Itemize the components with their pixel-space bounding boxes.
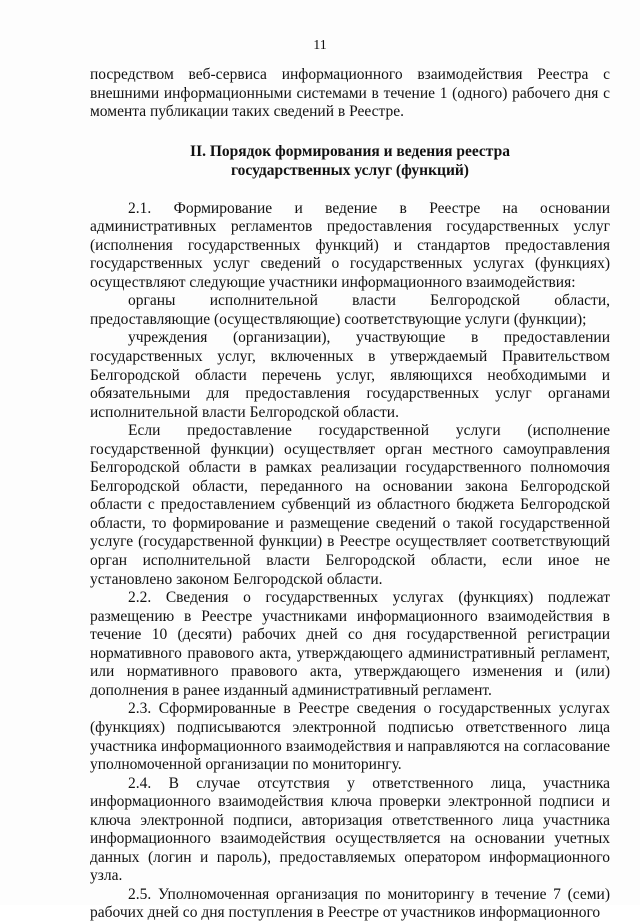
section-title (90, 142, 610, 180)
intro-paragraph: посредством веб-сервиса информационного взаимодействия Реестра с внешними информационными системами в течение 1 (одного) рабочего дня с момента публикации таких сведений в Реестре. (90, 66, 610, 121)
document-body (90, 66, 610, 923)
section-title-line-2: государственных услуг (функций) (231, 161, 469, 179)
paragraph-2-4: 2.4. В случае отсутствия у ответственного лица, участника информационного взаимодействия ключа проверки электронной подписи и ключа электронной подписи, авторизация ответственного лица участника информационного взаимодействия осуществляется на основании учетных данных (логин и пароль), предоставляемых оператором информационного узла. (90, 774, 610, 885)
page-number: 11 (313, 38, 327, 53)
paragraph-local-government: Если предоставление государственной услуги (исполнение государственной функции) осуществляет орган местного самоуправления Белгородской области в рамках реализации государственного полномочия Белгородской области, переданного на основании закона Белгородской области с предоставлением субвенций из областного бюджета Белгородской области, то формирование и размещение сведений о такой государственной услуге (государственной функции) в Реестре осуществляет соответствующий орган исполнительной власти Белгородской области, если иное не установлено законом Белгородской области. (90, 422, 610, 588)
paragraph-2-5: 2.5. Уполномоченная организация по мониторингу в течение 7 (семи) рабочих дней со дня поступления в Реестре от участников информационного (90, 885, 610, 922)
paragraph-2-1: 2.1. Формирование и ведение в Реестре на основании административных регламентов предоставления государственных услуг (исполнения государственных функций) и стандартов предоставления государственных услуг сведений о государственных услугах (функциях) осуществляют следующие участники информационного взаимодействия: (90, 199, 610, 291)
paragraph-2-2: 2.2. Сведения о государственных услугах (функциях) подлежат размещению в Реестре участниками информационного взаимодействия в течение 10 (десяти) рабочих дней со дня государственной регистрации нормативного правового акта, утверждающего административный регламент, или нормативного правового акта, утверждающего изменения и (или) дополнения в ранее изданный административный регламент. (90, 589, 610, 699)
paragraph-institutions: учреждения (организации), участвующие в предоставлении государственных услуг, включенных в утверждаемый Правительством Белгородской области перечень услуг, являющихся необходимыми и обязательными для предоставления государственных услуг органами исполнительной власти Белгородской области. (90, 329, 610, 421)
paragraph-2-3: 2.3. Сформированные в Реестре сведения о государственных услугах (функциях) подписываются электронной подписью ответственного лица участника информационного взаимодействия и направляются на согласование уполномоченной организации по мониторингу. (90, 700, 610, 774)
paragraph-executive-bodies: органы исполнительной власти Белгородской области, предоставляющие (осуществляющие) соответствующие услуги (функции); (90, 292, 610, 328)
section-title-line-1: II. Порядок формирования и ведения реестра (190, 142, 510, 160)
